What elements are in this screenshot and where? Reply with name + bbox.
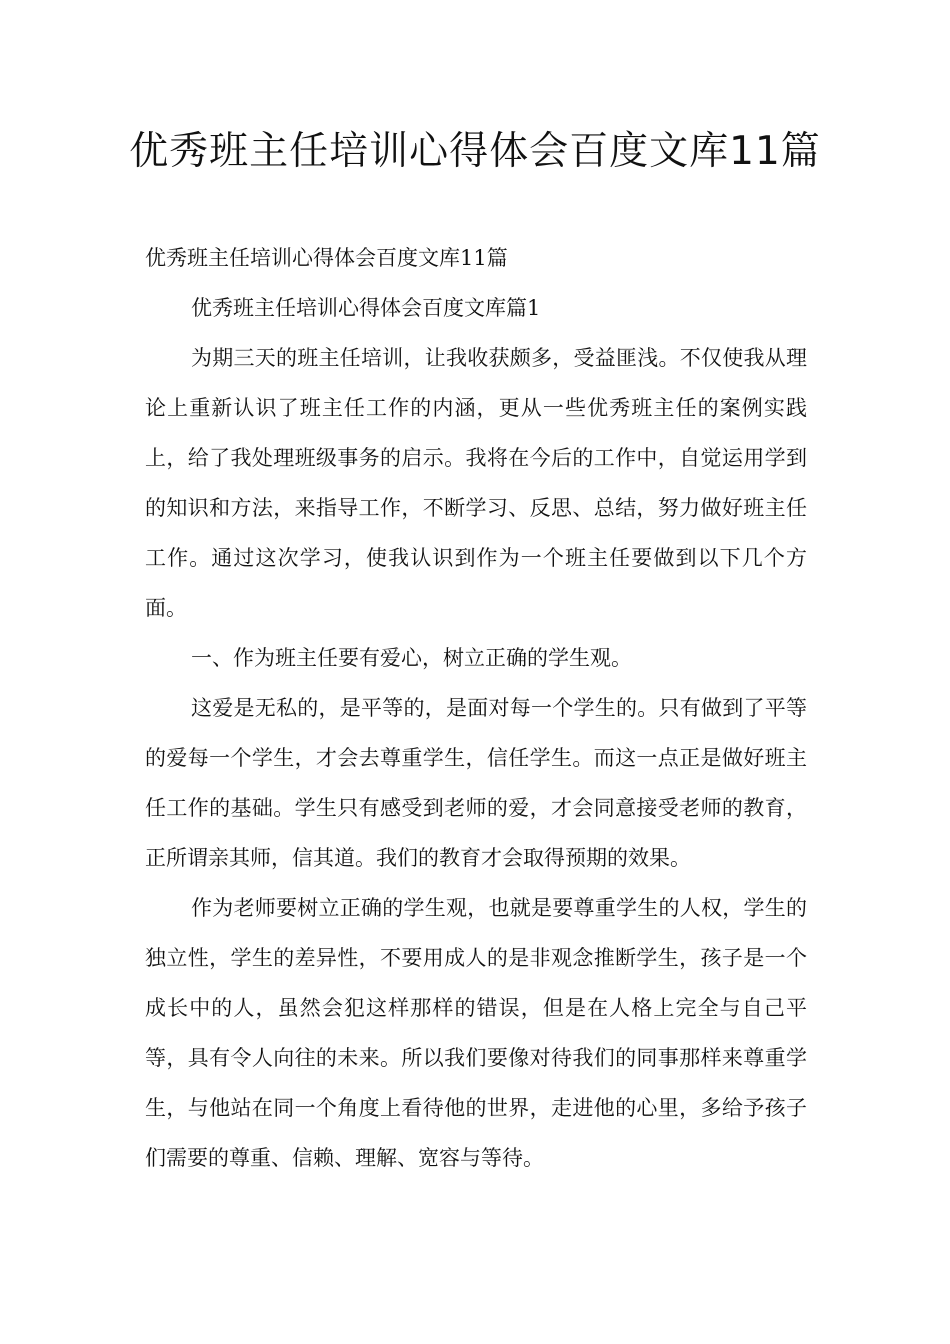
paragraph: 作为老师要树立正确的学生观，也就是要尊重学生的人权，学生的独立性，学生的差异性，不要用成人的是非观念推断学生，孩子是一个成长中的人，虽然会犯这样那样的错误，但是在人格上完全与自己平等，具有令人向往的未来。所以我们要像对待我们的同事那样来尊重学生，与他站在同一个角度上看待他的世界，走进他的心里，多给予孩子们需要的尊重、信赖、理解、宽容与等待。 [145,896,807,1170]
paragraph: 一、作为班主任要有爱心，树立正确的学生观。 [191,646,632,670]
paragraph: 为期三天的班主任培训，让我收获颇多，受益匪浅。不仅使我从理论上重新认识了班主任工作的内涵，更从一些优秀班主任的案例实践上，给了我处理班级事务的启示。我将在今后的工作中，自觉运用学到的知识和方法，来指导工作，不断学习、反思、总结，努力做好班主任工作。通过这次学习，使我认识到作为一个班主任要做到以下几个方面。 [145,346,807,620]
paragraph: 这爱是无私的，是平等的，是面对每一个学生的。只有做到了平等的爱每一个学生，才会去尊重学生，信任学生。而这一点正是做好班主任工作的基础。学生只有感受到老师的爱，才会同意接受老师的教育，正所谓亲其师，信其道。我们的教育才会取得预期的效果。 [145,696,807,870]
document-title: 优秀班主任培训心得体会百度文库11篇 [129,129,821,174]
document-subtitle: 优秀班主任培训心得体会百度文库11篇 [145,246,508,270]
document-body [145,233,807,1183]
section-heading: 优秀班主任培训心得体会百度文库篇1 [191,296,541,320]
